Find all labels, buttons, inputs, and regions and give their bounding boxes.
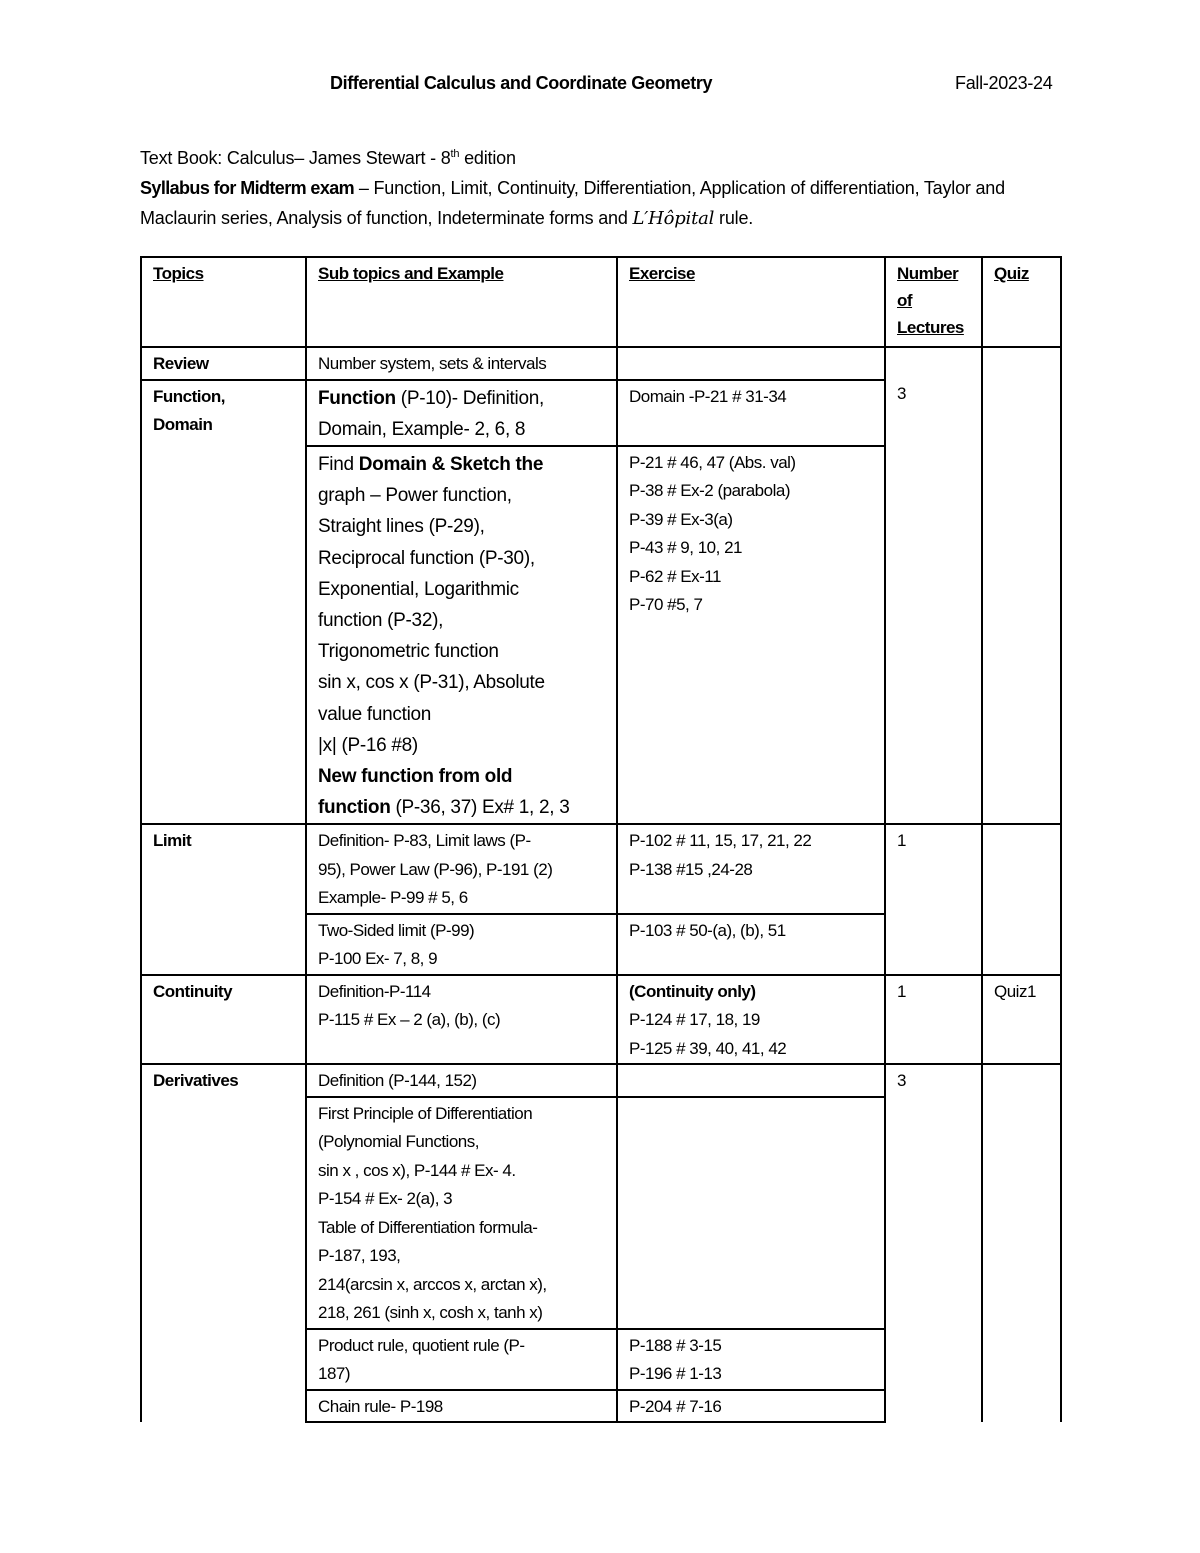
continuity-lectures: 1 (885, 975, 982, 1065)
limit-exercise-1 (617, 824, 885, 914)
function-keyword: Function (318, 387, 396, 409)
exercise-line: P-62 # Ex-11 (629, 566, 721, 586)
derivatives-quiz (982, 1064, 1061, 1422)
limit-subtopic-2 (306, 914, 617, 975)
function-subtopic-1 (306, 380, 617, 446)
exercise-line: P-39 # Ex-3(a) (629, 509, 733, 529)
limit-exercise-2: P-103 # 50-(a), (b), 51 (617, 914, 885, 975)
derivatives-subtopic-2 (306, 1097, 617, 1329)
topic-function-line1: Function, (153, 386, 225, 406)
topic-limit: Limit (141, 824, 306, 975)
subtopic-line: P-115 # Ex – 2 (a), (b), (c) (318, 1010, 501, 1030)
derivatives-exercise-1 (617, 1064, 885, 1097)
exercise-line: P-70 #5, 7 (629, 595, 703, 615)
table-row (141, 347, 1061, 380)
header-lectures: Number of Lectures (885, 257, 982, 347)
table-row (141, 824, 1061, 914)
topic-function-line2: Domain (153, 415, 213, 434)
subtopic-line: Trigonometric function (318, 641, 499, 663)
textbook-line (140, 143, 1070, 173)
subtopic-line: sin x , cos x), P-144 # Ex- 4. (318, 1160, 516, 1180)
subtopic-line: Reciprocal function (P-30), (318, 547, 535, 569)
derivatives-subtopic-3 (306, 1329, 617, 1390)
rule-suffix: rule. (714, 208, 754, 228)
exercise-line-bold: (Continuity only) (629, 981, 756, 1001)
subtopic-line: P-154 # Ex- 2(a), 3 (318, 1189, 453, 1209)
topic-function (141, 380, 306, 825)
syllabus-text: – Function, Limit, Continuity, Differentiation, Application of differentiation, Taylor and Maclaurin series, Analysis of function, Indeterminate forms and (140, 178, 1005, 228)
subtopic-line: P-100 Ex- 7, 8, 9 (318, 949, 438, 969)
subtopic-text: Find (318, 453, 359, 475)
subtopic-line: Straight lines (P-29), (318, 516, 485, 538)
exercise-line: P-138 #15 ,24-28 (629, 859, 753, 879)
function-subtopic-1-text: (P-10)- Definition, Domain, Example- 2, 6, 8 (318, 387, 544, 440)
subtopic-line: Product rule, quotient rule (P- (318, 1335, 525, 1355)
subtopic-line: First Principle of Differentiation (318, 1103, 533, 1123)
textbook-text: Text Book: Calculus– James Stewart - 8 (140, 148, 451, 168)
subtopic-line: function (P-32), (318, 609, 444, 631)
subtopic-line: |x| (P-16 #8) (318, 734, 418, 756)
subtopic-line: Table of Differentiation formula- (318, 1217, 538, 1237)
limit-subtopic-1 (306, 824, 617, 914)
derivatives-exercise-2 (617, 1097, 885, 1329)
table-header-row (141, 257, 1061, 347)
exercise-line: P-38 # Ex-2 (parabola) (629, 481, 790, 501)
header-quiz: Quiz (982, 257, 1061, 347)
subtopic-line: (Polynomial Functions, (318, 1132, 479, 1152)
derivatives-subtopic-4: Chain rule- P-198 (306, 1390, 617, 1423)
exercise-line: P-196 # 1-13 (629, 1364, 722, 1384)
header-subtopics: Sub topics and Example (306, 257, 617, 347)
exercise-line: P-21 # 46, 47 (Abs. val) (629, 452, 796, 472)
subtopic-line: Definition-P-114 (318, 981, 431, 1001)
subtopic-line: 214(arcsin x, arccos x, arctan x), (318, 1274, 547, 1294)
subtopic-line: 95), Power Law (P-96), P-191 (2) (318, 859, 553, 879)
header-topics: Topics (141, 257, 306, 347)
continuity-exercise (617, 975, 885, 1065)
derivatives-lectures: 3 (885, 1064, 982, 1422)
syllabus-paragraph (140, 173, 1070, 234)
subtopic-bold: Domain & Sketch the (358, 453, 544, 475)
rule-name: L′Hôpital (632, 208, 715, 229)
function-subtopic-2 (306, 446, 617, 824)
intro-block (140, 143, 1070, 234)
subtopic-text: (P-36, 37) Ex# 1, 2, 3 (390, 797, 570, 819)
derivatives-exercise-3 (617, 1329, 885, 1390)
continuity-subtopic (306, 975, 617, 1065)
subtopic-line: Exponential, Logarithmic (318, 578, 519, 600)
limit-quiz (982, 824, 1061, 975)
subtopic-bold: function (318, 797, 391, 819)
table-row (141, 975, 1061, 1065)
exercise-line: P-188 # 3-15 (629, 1335, 722, 1355)
term-label: Fall-2023-24 (955, 73, 1053, 93)
subtopic-line: P-187, 193, (318, 1246, 401, 1266)
exercise-line: P-125 # 39, 40, 41, 42 (629, 1038, 787, 1058)
subtopic-line: New function from old (318, 765, 513, 787)
subtopic-line: sin x, cos x (P-31), Absolute (318, 672, 545, 694)
review-subtopic: Number system, sets & intervals (306, 347, 617, 380)
continuity-quiz: Quiz1 (982, 975, 1061, 1065)
exercise-line: P-43 # 9, 10, 21 (629, 538, 742, 558)
subtopic-line: Two-Sided limit (P-99) (318, 920, 475, 940)
exercise-line: P-102 # 11, 15, 17, 21, 22 (629, 831, 812, 851)
subtopic-line (318, 792, 612, 823)
topic-derivatives: Derivatives (141, 1064, 306, 1422)
derivatives-exercise-4: P-204 # 7-16 (617, 1390, 885, 1423)
header-exercise: Exercise (617, 257, 885, 347)
function-lectures: 3 (885, 347, 982, 824)
derivatives-subtopic-1: Definition (P-144, 152) (306, 1064, 617, 1097)
function-exercise-2 (617, 446, 885, 824)
table-row (141, 1064, 1061, 1097)
exercise-line: P-124 # 17, 18, 19 (629, 1010, 760, 1030)
review-exercise (617, 347, 885, 380)
subtopic-line: value function (318, 703, 432, 725)
edition-superscript: th (450, 148, 460, 160)
syllabus-label: Syllabus for Midterm exam (140, 178, 355, 198)
limit-lectures: 1 (885, 824, 982, 975)
subtopic-line: Definition- P-83, Limit laws (P- (318, 831, 531, 851)
function-quiz (982, 347, 1061, 824)
subtopic-line (318, 449, 612, 480)
topic-continuity: Continuity (141, 975, 306, 1065)
syllabus-table (140, 256, 1062, 1423)
subtopic-line: 218, 261 (sinh x, cosh x, tanh x) (318, 1303, 543, 1323)
edition-suffix: edition (459, 148, 516, 168)
subtopic-line: graph – Power function, (318, 485, 512, 507)
subtopic-line: 187) (318, 1364, 351, 1384)
subtopic-line: Example- P-99 # 5, 6 (318, 888, 468, 908)
function-exercise-1: Domain -P-21 # 31-34 (617, 380, 885, 446)
topic-review: Review (141, 347, 306, 380)
document-title: Differential Calculus and Coordinate Geometry (330, 73, 713, 93)
